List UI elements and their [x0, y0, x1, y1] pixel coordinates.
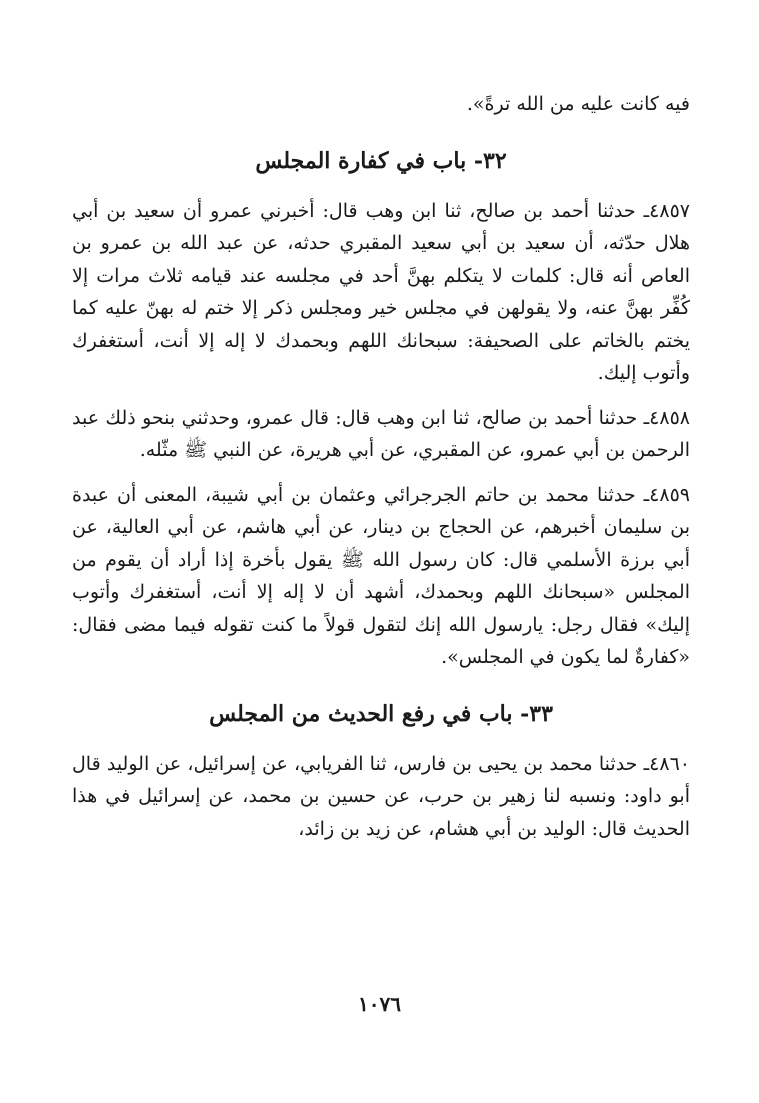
chapter-heading-33: ٣٣- باب في رفع الحديث من المجلس: [209, 700, 553, 727]
hadith-4858: ٤٨٥٨ـ حدثنا أحمد بن صالح، ثنا ابن وهب قال: قال عمرو، وحدثني بنحو ذلك عبد الرحمن بن أبي عمرو، عن المقبري، عن أبي هريرة، عن النبي ﷺ مثّله.: [72, 406, 690, 461]
page-number: ١٠٧٦: [358, 992, 401, 1016]
chapter-heading-32: ٣٢- باب في كفارة المجلس: [255, 147, 507, 174]
hadith-4857: ٤٨٥٧ـ حدثنا أحمد بن صالح، ثنا ابن وهب قال: أخبرني عمرو أن سعيد بن أبي هلال حدّثه، أن سعيد بن أبي سعيد المقبري حدثه، عن عبد الله بن عمرو بن العاص أنه قال: كلمات لا يتكلم بهنَّ أحد في مجلسه عند قيامه ثلاث مرات إلا كُفِّر بهنَّ عنه، ولا يقولهن في مجلس خير ومجلس ذكر إلا ختم له بهنّ عليه كما يختم بالخاتم على الصحيفة: سبحانك اللهم وبحمدك لا إله إلا أنت، أستغفرك وأتوب إليك.: [72, 199, 690, 384]
intro-line: فيه كانت عليه من الله ترةً».: [466, 93, 690, 115]
hadith-4860: ٤٨٦٠ـ حدثنا محمد بن يحيى بن فارس، ثنا الفريابي، عن إسرائيل، عن الوليد قال أبو داود: ونسبه لنا زهير بن حرب، عن حسين بن محمد، عن إسرائيل في هذا الحديث قال: الوليد بن أبي هشام، عن زيد بن زائد،: [72, 752, 690, 840]
page-body: [72, 88, 690, 857]
hadith-4859: ٤٨٥٩ـ حدثنا محمد بن حاتم الجرجرائي وعثمان بن أبي شيبة، المعنى أن عبدة بن سليمان أخبرهم، عن الحجاج بن دينار، عن أبي هاشم، عن أبي العالية، عن أبي برزة الأسلمي قال: كان رسول الله ﷺ يقول بأخرة إذا أراد أن يقوم من المجلس «سبحانك اللهم وبحمدك، أشهد أن لا إله إلا أنت، أستغفرك وأتوب إليك» فقال رجل: يارسول الله إنك لتقول قولاً ما كنت تقوله فيما مضى فقال: «كفارةٌ لما يكون في المجلس».: [72, 483, 690, 668]
